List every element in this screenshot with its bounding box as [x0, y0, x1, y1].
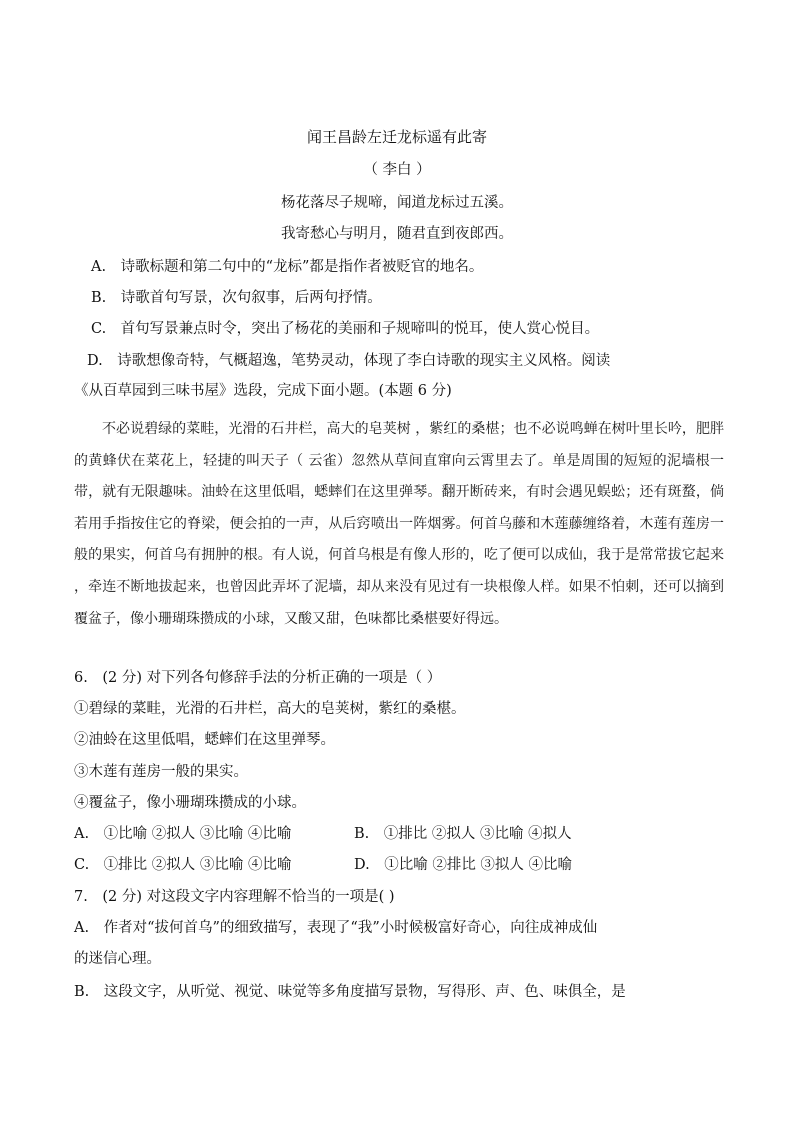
- question-6-option-a: A. ①比喻 ②拟人 ③比喻 ④比喻: [74, 826, 292, 842]
- poem-option-b: B. 诗歌首句写景，次句叙事，后两句抒情。: [91, 290, 382, 306]
- poem-line: 杨花落尽子规啼，闻道龙标过五溪。: [281, 195, 513, 211]
- question-6-sentence: ②油蛉在这里低唱，蟋蟀们在这里弹琴。: [74, 732, 335, 748]
- question-7-stem: 7. (2 分) 对这段文字内容理解不恰当的一项是( ): [74, 889, 395, 905]
- poem-author: （ 李白 ）: [363, 162, 431, 178]
- poem-title: 闻王昌龄左迁龙标遥有此寄: [306, 128, 487, 146]
- question-6-option-b: B. ①排比 ②拟人 ③比喻 ④拟人: [354, 826, 572, 842]
- question-6-sentence: ④覆盆子，像小珊瑚珠攒成的小球。: [74, 795, 306, 811]
- question-6-sentence: ①碧绿的菜畦，光滑的石井栏，高大的皂荚树，紫红的桑椹。: [74, 701, 466, 717]
- question-6-option-d: D. ①比喻 ②排比 ③拟人 ④比喻: [354, 857, 573, 873]
- question-7-option-b: B. 这段文字，从听觉、视觉、味觉等多角度描写景物，写得形、声、色、味俱全，是: [74, 984, 626, 1000]
- question-6-option-c: C. ①排比 ②拟人 ③比喻 ④比喻: [74, 857, 292, 873]
- question-7-option-a-cont: 的迷信心理。: [74, 951, 161, 967]
- poem-option-d: D. 诗歌想像奇特，气概超逸，笔势灵动，体现了李白诗歌的现实主义风格。阅读: [87, 353, 611, 369]
- poem-option-c: C. 首句写景兼点时令，突出了杨花的美丽和子规啼叫的悦耳，使人赏心悦目。: [91, 321, 600, 337]
- poem-line: 我寄愁心与明月，随君直到夜郎西。: [281, 226, 513, 242]
- question-6-sentence: ③木莲有莲房一般的果实。: [74, 764, 248, 780]
- poem-option-a: A. 诗歌标题和第二句中的“龙标”都是指作者被贬官的地名。: [91, 259, 484, 275]
- reading-intro: 《从百草园到三味书屋》选段，完成下面小题。(本题 6 分): [74, 383, 452, 399]
- reading-passage: 不必说碧绿的菜畦，光滑的石井栏，高大的皂荚树 ，紫红的桑椹；也不必说鸣蝉在树叶里长吟，肥胖的黄蜂伏在菜花上，轻捷的叫天子（ 云雀）忽然从草间直窜向云霄里去了。单是周围的短短的泥墙根一带，就有无限趣味。油蛉在这里低唱，蟋蟀们在这里弹琴。翻开断砖来，有时会遇见蜈蚣；还有斑蝥，倘若用手指按住它的脊梁，便会拍的一声，从后窍喷出一阵烟雾。何首乌藤和木莲藤缠络着，木莲有莲房一般的果实，何首乌有拥肿的根。有人说，何首乌根是有像人形的，吃了便可以成仙，我于是常常拔它起来 ，牵连不断地拔起来，也曾因此弄坏了泥墙，却从来没有见过有一块根像人样。如果不怕刺，还可以摘到覆盆子，像小珊瑚珠攒成的小球，又酸又甜，色味都比桑椹要好得远。: [74, 421, 724, 627]
- question-6-stem: 6. (2 分) 对下列各句修辞手法的分析正确的一项是（ ）: [74, 670, 442, 686]
- question-7-option-a: A. 作者对“拔何首乌”的细致描写，表现了“我”小时候极富好奇心，向往成神成仙: [74, 920, 598, 936]
